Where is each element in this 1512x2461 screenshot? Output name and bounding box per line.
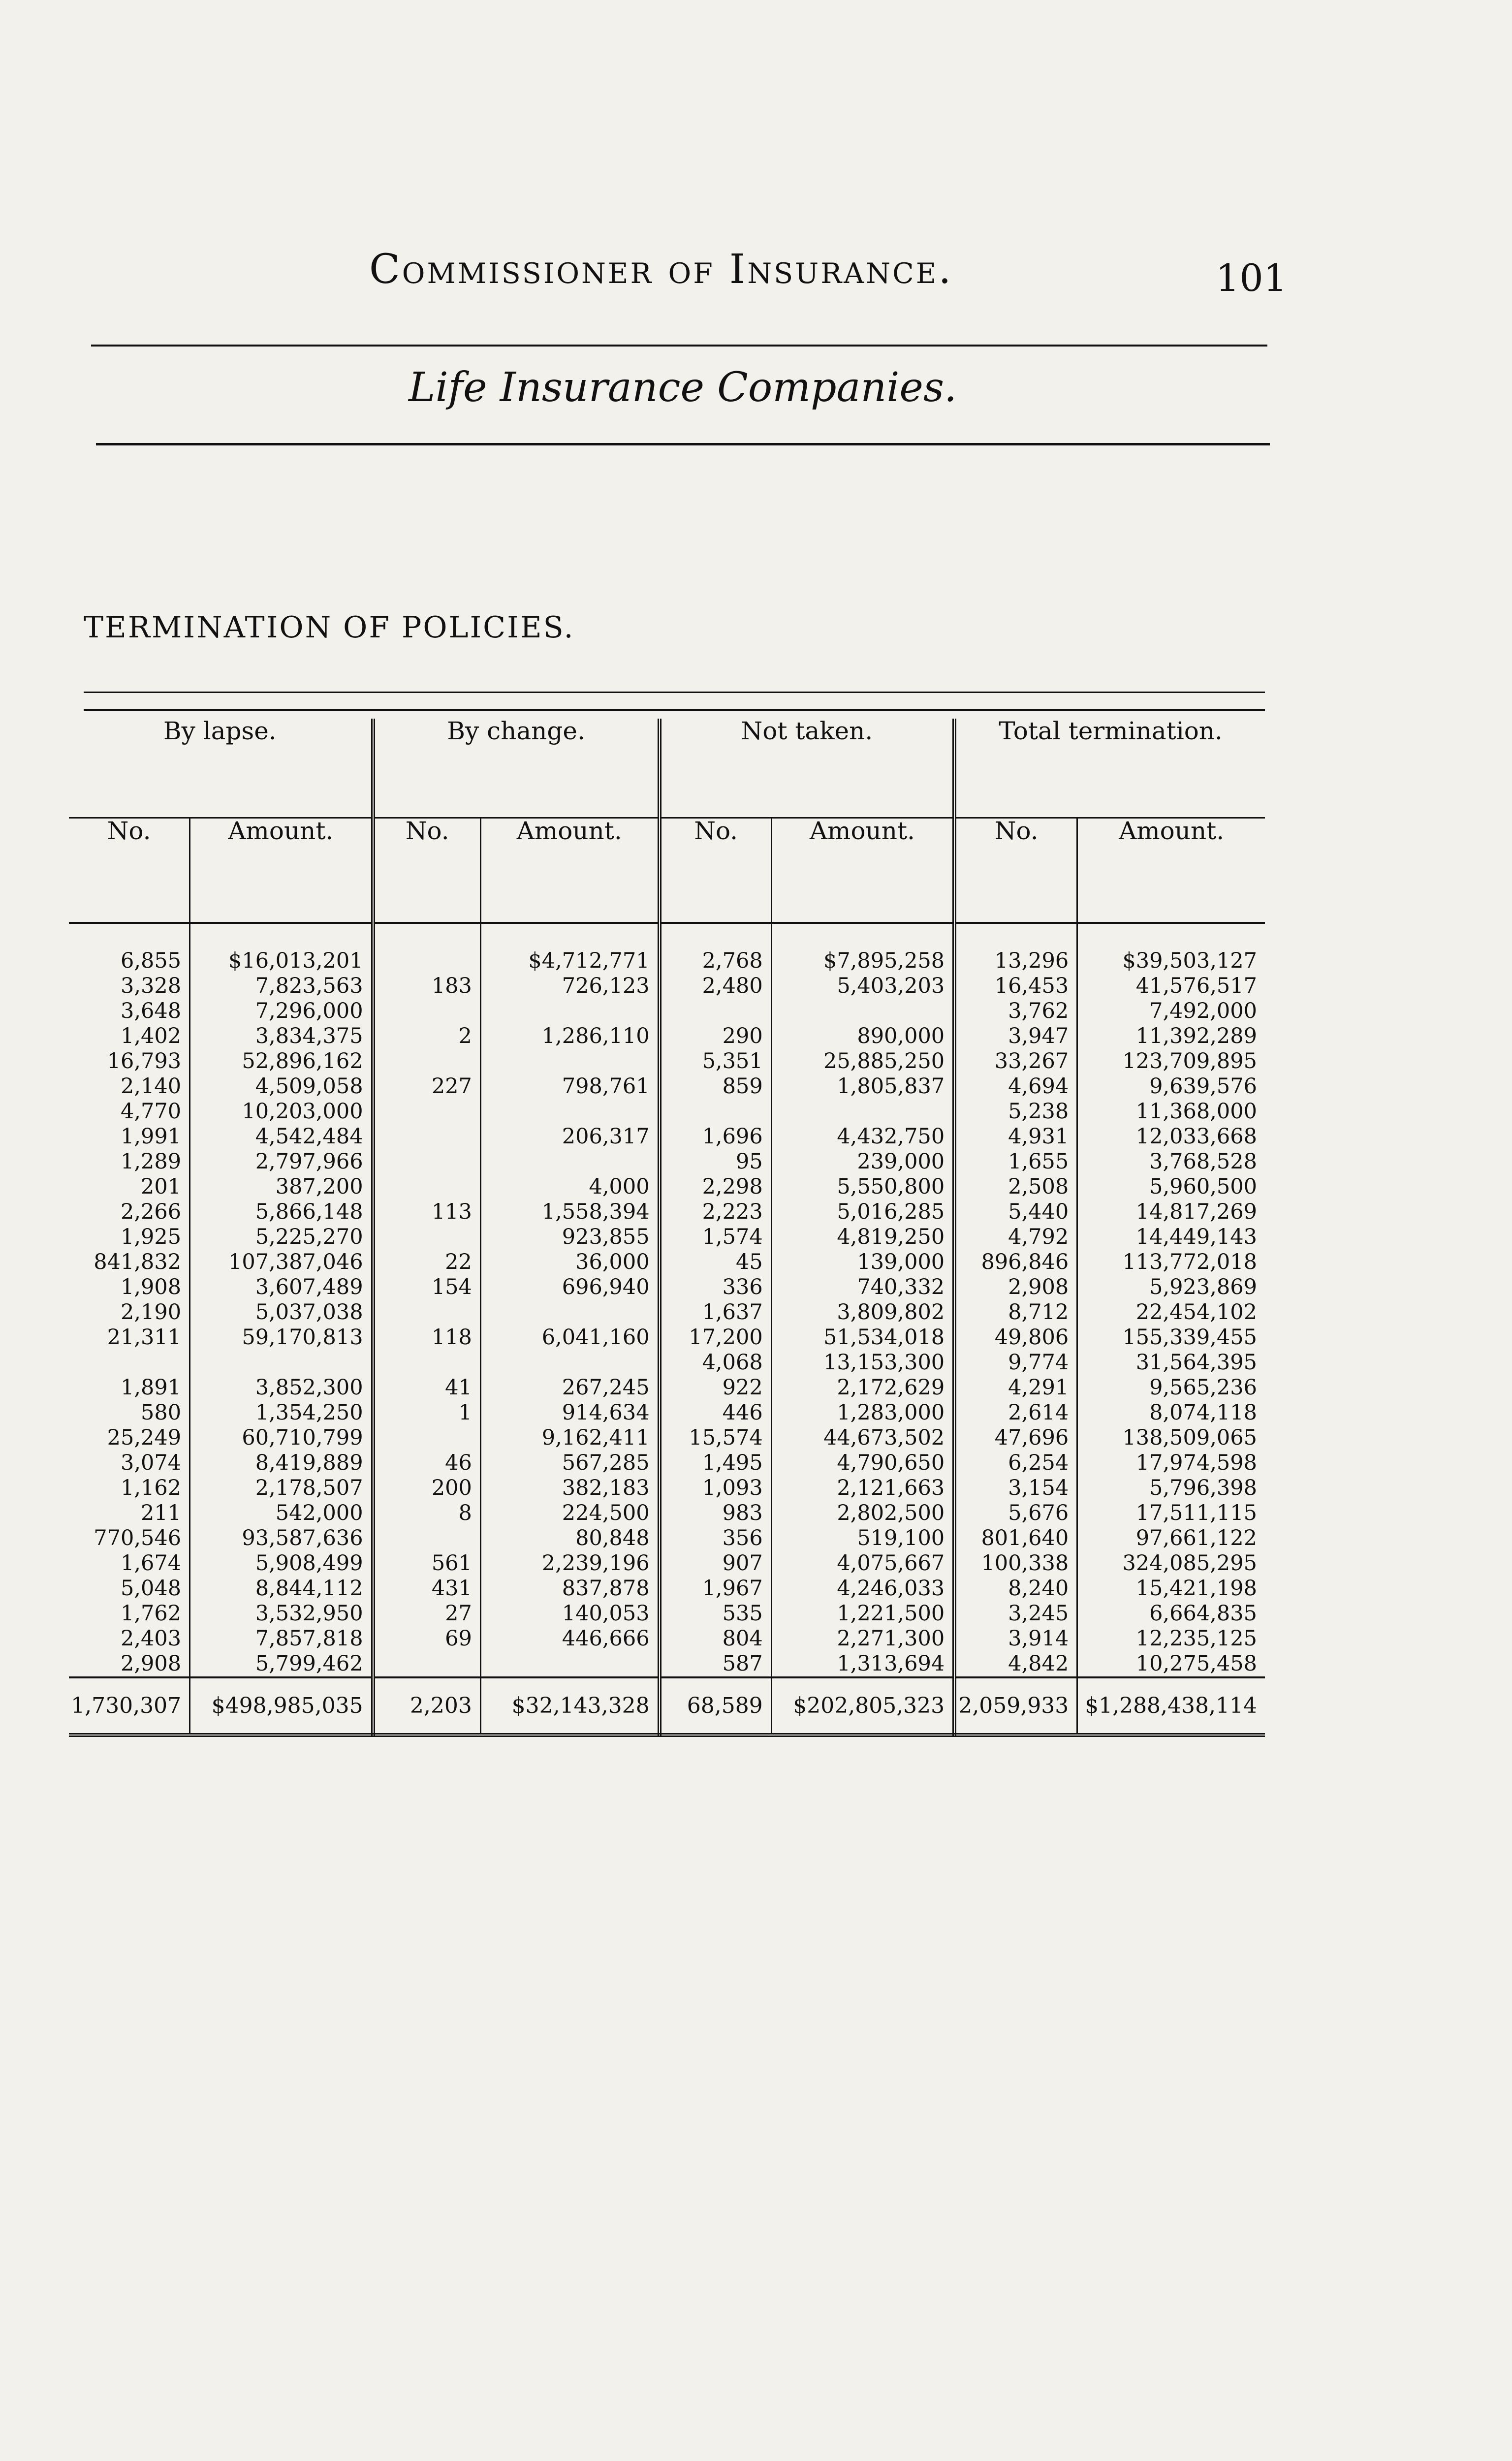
table-cell: 7,823,563 xyxy=(190,974,373,999)
table-cell: 9,565,236 xyxy=(1149,1375,1257,1400)
table-cell xyxy=(373,1149,481,1174)
table-cell: 7,857,818 xyxy=(190,1626,373,1651)
table-cell: 69 xyxy=(373,1626,481,1651)
table-cell: 696,940 xyxy=(480,1275,659,1300)
table-cell: 740,332 xyxy=(771,1275,954,1300)
page-number: 101 xyxy=(1216,256,1288,300)
table-cell: 841,832 xyxy=(69,1250,190,1275)
table-row xyxy=(69,1199,1265,1225)
table-cell: 2,480 xyxy=(660,974,772,999)
table-cell xyxy=(480,999,659,1024)
table-cell: 22,454,102 xyxy=(1135,1300,1257,1325)
table-cell: 51,534,018 xyxy=(771,1325,954,1350)
table-row xyxy=(69,1501,1265,1526)
table-cell xyxy=(69,1350,190,1375)
table-cell: 8,240 xyxy=(954,1576,1077,1601)
table-cell: 5,048 xyxy=(69,1576,190,1601)
table-cell: 431 xyxy=(373,1576,481,1601)
table-cell: 446 xyxy=(660,1400,772,1425)
table-cell: 4,068 xyxy=(660,1350,772,1375)
table-cell xyxy=(480,1149,659,1174)
table-cell: 9,774 xyxy=(954,1350,1077,1375)
table-cell: 211 xyxy=(69,1501,190,1526)
table-cell: 907 xyxy=(660,1551,772,1576)
table-row xyxy=(69,1074,1265,1099)
table-cell: 2,140 xyxy=(69,1074,190,1099)
table-cell: 3,768,528 xyxy=(1149,1149,1257,1174)
column-header-no: No. xyxy=(954,818,1077,923)
table-cell: 206,317 xyxy=(480,1124,659,1149)
table-cell: 5,866,148 xyxy=(190,1199,373,1225)
table-cell: 113,772,018 xyxy=(1122,1250,1257,1274)
group-header-total: Total termination. xyxy=(954,719,1265,818)
table-row xyxy=(69,1576,1265,1601)
table-cell: 542,000 xyxy=(190,1501,373,1526)
total-cell: 1,730,307 xyxy=(69,1677,190,1735)
total-cell: 2,203 xyxy=(373,1677,481,1735)
table-cell xyxy=(373,1300,481,1325)
column-header-amount: Amount. xyxy=(1077,818,1265,923)
table-cell: 2,797,966 xyxy=(190,1149,373,1174)
table-cell: 8,419,889 xyxy=(190,1451,373,1476)
table-cell: 1,925 xyxy=(69,1225,190,1250)
table-cell: 3,328 xyxy=(69,974,190,999)
table-cell: 27 xyxy=(373,1601,481,1626)
table-row xyxy=(69,1250,1265,1275)
table-row xyxy=(69,1425,1265,1451)
table-cell: 227 xyxy=(373,1074,481,1099)
table-cell: 5,908,499 xyxy=(190,1551,373,1576)
table-cell: 47,696 xyxy=(954,1425,1077,1451)
table-cell: 6,855 xyxy=(69,948,190,974)
table-cell: 8,844,112 xyxy=(190,1576,373,1601)
table-cell: 1,313,694 xyxy=(771,1651,954,1677)
table-cell: 3,914 xyxy=(954,1626,1077,1651)
table-cell xyxy=(373,1174,481,1199)
table-cell: 100,338 xyxy=(954,1551,1077,1576)
table-cell xyxy=(190,1350,373,1375)
column-header-amount: Amount. xyxy=(771,818,954,923)
table-cell: 4,790,650 xyxy=(771,1451,954,1476)
table-cell: 239,000 xyxy=(771,1149,954,1174)
table-cell: 1,805,837 xyxy=(771,1074,954,1099)
table-cell: 5,403,203 xyxy=(771,974,954,999)
table-cell: 183 xyxy=(373,974,481,999)
table-cell: 15,421,198 xyxy=(1135,1576,1257,1601)
table-cell: 3,607,489 xyxy=(190,1275,373,1300)
table-cell: 155,339,455 xyxy=(1122,1325,1257,1350)
table-cell: 41,576,517 xyxy=(1135,974,1257,998)
table-cell: 3,852,300 xyxy=(190,1375,373,1400)
table-cell: 2,178,507 xyxy=(190,1476,373,1501)
table-cell: 3,947 xyxy=(954,1024,1077,1049)
table-cell: 2,802,500 xyxy=(771,1501,954,1526)
totals-row xyxy=(69,1677,1265,1735)
table-cell: 5,016,285 xyxy=(771,1199,954,1225)
column-header-no: No. xyxy=(373,818,481,923)
group-header-lapse: By lapse. xyxy=(69,719,373,818)
table-cell xyxy=(373,1526,481,1551)
table-cell: 3,834,375 xyxy=(190,1024,373,1049)
table-cell: 5,440 xyxy=(954,1199,1077,1225)
table-cell: 2 xyxy=(373,1024,481,1049)
table-cell: 914,634 xyxy=(480,1400,659,1425)
table-cell: 11,368,000 xyxy=(1135,1099,1257,1124)
table-cell: 4,246,033 xyxy=(771,1576,954,1601)
table-cell: 837,878 xyxy=(480,1576,659,1601)
total-cell: $498,985,035 xyxy=(190,1677,373,1735)
table-cell: 4,509,058 xyxy=(190,1074,373,1099)
table-row xyxy=(69,1225,1265,1250)
table-cell: 97,661,122 xyxy=(1135,1526,1257,1550)
table-cell: 3,809,802 xyxy=(771,1300,954,1325)
table-cell: 3,532,950 xyxy=(190,1601,373,1626)
table-cell: $39,503,127 xyxy=(1122,948,1257,973)
table-cell: 1,637 xyxy=(660,1300,772,1325)
table-cell: 1,093 xyxy=(660,1476,772,1501)
table-cell xyxy=(480,1300,659,1325)
table-cell: 5,676 xyxy=(954,1501,1077,1526)
table-cell: 3,762 xyxy=(954,999,1077,1024)
table-cell: 446,666 xyxy=(480,1626,659,1651)
table-cell: 1,908 xyxy=(69,1275,190,1300)
table-cell: 16,793 xyxy=(69,1049,190,1074)
table-cell: 49,806 xyxy=(954,1325,1077,1350)
table-cell: 2,271,300 xyxy=(771,1626,954,1651)
table-cell: 45 xyxy=(660,1250,772,1275)
table-cell: 804 xyxy=(660,1626,772,1651)
table-cell: 1,674 xyxy=(69,1551,190,1576)
table-cell: 4,770 xyxy=(69,1099,190,1124)
table-cell xyxy=(480,1350,659,1375)
table-cell: 41 xyxy=(373,1375,481,1400)
table-cell: 8,074,118 xyxy=(1149,1400,1257,1425)
table-cell: 59,170,813 xyxy=(190,1325,373,1350)
table-cell xyxy=(660,1099,772,1124)
table-cell: 3,648 xyxy=(69,999,190,1024)
column-header-amount: Amount. xyxy=(190,818,373,923)
table-cell: 5,351 xyxy=(660,1049,772,1074)
table-cell: 2,768 xyxy=(660,948,772,974)
total-cell: 68,589 xyxy=(660,1677,772,1735)
table-cell: 14,817,269 xyxy=(1135,1199,1257,1224)
running-head: Commissioner of Insurance. xyxy=(369,246,953,293)
table-row xyxy=(69,1601,1265,1626)
table-cell xyxy=(373,948,481,974)
table-cell: 1,991 xyxy=(69,1124,190,1149)
table-cell xyxy=(373,1049,481,1074)
table-cell: 21,311 xyxy=(69,1325,190,1350)
table-cell: $4,712,771 xyxy=(480,948,659,974)
table-cell: 561 xyxy=(373,1551,481,1576)
table-cell: 11,392,289 xyxy=(1135,1024,1257,1048)
table-cell xyxy=(771,999,954,1024)
table-cell: 3,074 xyxy=(69,1451,190,1476)
table-cell: 4,075,667 xyxy=(771,1551,954,1576)
table-cell: 52,896,162 xyxy=(190,1049,373,1074)
table-row xyxy=(69,1400,1265,1425)
table-cell: 5,037,038 xyxy=(190,1300,373,1325)
table-row xyxy=(69,1626,1265,1651)
table-cell: 4,542,484 xyxy=(190,1124,373,1149)
table-cell: 1,402 xyxy=(69,1024,190,1049)
table-cell: 387,200 xyxy=(190,1174,373,1199)
table-cell: 9,162,411 xyxy=(480,1425,659,1451)
table-cell: 922 xyxy=(660,1375,772,1400)
table-cell: 2,403 xyxy=(69,1626,190,1651)
table-cell: 4,694 xyxy=(954,1074,1077,1099)
table-cell: 1 xyxy=(373,1400,481,1425)
table-row xyxy=(69,1174,1265,1199)
table-cell: 139,000 xyxy=(771,1250,954,1275)
table-cell: 896,846 xyxy=(954,1250,1077,1275)
table-cell: 5,799,462 xyxy=(190,1651,373,1677)
table-cell: 15,574 xyxy=(660,1425,772,1451)
table-cell xyxy=(373,999,481,1024)
table-cell: 224,500 xyxy=(480,1501,659,1526)
table-cell: 290 xyxy=(660,1024,772,1049)
table-cell: 4,291 xyxy=(954,1375,1077,1400)
table-row xyxy=(69,974,1265,999)
table-cell xyxy=(373,1099,481,1124)
table-cell: 1,655 xyxy=(954,1149,1077,1174)
table-cell xyxy=(373,1225,481,1250)
total-cell: $202,805,323 xyxy=(771,1677,954,1735)
table-cell: 10,275,458 xyxy=(1135,1651,1257,1676)
table-cell xyxy=(771,1099,954,1124)
table-cell: 1,967 xyxy=(660,1576,772,1601)
table-cell: 200 xyxy=(373,1476,481,1501)
total-cell: $32,143,328 xyxy=(480,1677,659,1735)
table-cell xyxy=(373,1350,481,1375)
table-cell: 17,974,598 xyxy=(1135,1451,1257,1475)
table-cell: 587 xyxy=(660,1651,772,1677)
header-rule-bottom xyxy=(96,443,1270,445)
table-cell: 770,546 xyxy=(69,1526,190,1551)
table-cell: 12,235,125 xyxy=(1135,1626,1257,1651)
table-cell: 46 xyxy=(373,1451,481,1476)
table-cell xyxy=(660,999,772,1024)
table-cell: 5,960,500 xyxy=(1149,1174,1257,1199)
table-cell xyxy=(373,1124,481,1149)
table-cell: 13,153,300 xyxy=(771,1350,954,1375)
table-cell: 923,855 xyxy=(480,1225,659,1250)
table-cell: 2,508 xyxy=(954,1174,1077,1199)
table-row xyxy=(69,1049,1265,1074)
table-cell: 1,696 xyxy=(660,1124,772,1149)
table-row xyxy=(69,1325,1265,1350)
column-header-no: No. xyxy=(69,818,190,923)
table-cell: 13,296 xyxy=(954,948,1077,974)
column-header-no: No. xyxy=(660,818,772,923)
table-cell: 1,495 xyxy=(660,1451,772,1476)
table-cell: 2,172,629 xyxy=(771,1375,954,1400)
table-cell: 107,387,046 xyxy=(190,1250,373,1275)
table-cell: 4,792 xyxy=(954,1225,1077,1250)
table-cell: 14,449,143 xyxy=(1135,1225,1257,1249)
table-cell: 5,550,800 xyxy=(771,1174,954,1199)
table-cell: 1,574 xyxy=(660,1225,772,1250)
table-cell: 2,266 xyxy=(69,1199,190,1225)
table-row xyxy=(69,1024,1265,1049)
table-cell: $7,895,258 xyxy=(771,948,954,974)
table-cell: 1,286,110 xyxy=(480,1024,659,1049)
table-cell: 17,511,115 xyxy=(1135,1501,1257,1525)
table-cell: 890,000 xyxy=(771,1024,954,1049)
table-cell: 1,283,000 xyxy=(771,1400,954,1425)
table-cell: 1,891 xyxy=(69,1375,190,1400)
table-cell: 33,267 xyxy=(954,1049,1077,1074)
table-cell: 25,885,250 xyxy=(771,1049,954,1074)
table-cell: 1,558,394 xyxy=(480,1199,659,1225)
table-cell: 118 xyxy=(373,1325,481,1350)
table-cell: 798,761 xyxy=(480,1074,659,1099)
table-cell: 2,121,663 xyxy=(771,1476,954,1501)
table-cell: 1,762 xyxy=(69,1601,190,1626)
table-cell: 60,710,799 xyxy=(190,1425,373,1451)
table-cell: 2,298 xyxy=(660,1174,772,1199)
table-row xyxy=(69,1551,1265,1576)
table-cell: 519,100 xyxy=(771,1526,954,1551)
table-row xyxy=(69,1651,1265,1677)
table-body xyxy=(69,948,1265,1677)
table-cell: 4,842 xyxy=(954,1651,1077,1677)
table-cell: 138,509,065 xyxy=(1122,1425,1257,1450)
table-cell: 324,085,295 xyxy=(1122,1551,1257,1576)
table-cell: 17,200 xyxy=(660,1325,772,1350)
table-row xyxy=(69,1275,1265,1300)
table-cell: 95 xyxy=(660,1149,772,1174)
table-cell: 113 xyxy=(373,1199,481,1225)
table-cell: 6,041,160 xyxy=(480,1325,659,1350)
table-row xyxy=(69,1476,1265,1501)
page-subtitle: Life Insurance Companies. xyxy=(409,364,957,411)
table-cell: 2,223 xyxy=(660,1199,772,1225)
table-cell: 3,154 xyxy=(954,1476,1077,1501)
total-cell: $1,288,438,114 xyxy=(1077,1677,1265,1735)
table-cell: 4,000 xyxy=(480,1174,659,1199)
table-cell: 4,432,750 xyxy=(771,1124,954,1149)
table-rule-top xyxy=(84,692,1265,693)
table-row xyxy=(69,1099,1265,1124)
table-cell xyxy=(373,1651,481,1677)
table-cell: 580 xyxy=(69,1400,190,1425)
table-row xyxy=(69,999,1265,1024)
table-cell: 5,238 xyxy=(954,1099,1077,1124)
table-cell xyxy=(373,1425,481,1451)
table-row xyxy=(69,1300,1265,1325)
table-cell: 2,908 xyxy=(69,1651,190,1677)
table-cell: 12,033,668 xyxy=(1135,1124,1257,1149)
group-header-not-taken: Not taken. xyxy=(660,719,955,818)
table-cell: 8,712 xyxy=(954,1300,1077,1325)
table-row xyxy=(69,1451,1265,1476)
table-cell: 123,709,895 xyxy=(1122,1049,1257,1073)
table-cell: 1,354,250 xyxy=(190,1400,373,1425)
table-cell xyxy=(480,1049,659,1074)
table-cell: 201 xyxy=(69,1174,190,1199)
table-cell: 25,249 xyxy=(69,1425,190,1451)
table-cell: 7,296,000 xyxy=(190,999,373,1024)
header-rule-top xyxy=(91,345,1267,347)
table-cell: 983 xyxy=(660,1501,772,1526)
table-cell: 2,239,196 xyxy=(480,1551,659,1576)
table-cell: 726,123 xyxy=(480,974,659,999)
table-cell: 1,289 xyxy=(69,1149,190,1174)
termination-table xyxy=(69,719,1265,1737)
table-cell: 8 xyxy=(373,1501,481,1526)
table-cell: 5,923,869 xyxy=(1149,1275,1257,1299)
table-row xyxy=(69,948,1265,974)
table-cell: 2,908 xyxy=(954,1275,1077,1300)
table-cell: 3,245 xyxy=(954,1601,1077,1626)
table-cell: 336 xyxy=(660,1275,772,1300)
table-row xyxy=(69,1124,1265,1149)
table-cell: 16,453 xyxy=(954,974,1077,999)
table-cell: 2,614 xyxy=(954,1400,1077,1425)
table-cell: 1,221,500 xyxy=(771,1601,954,1626)
table-cell: 6,664,835 xyxy=(1149,1601,1257,1626)
table-cell: 382,183 xyxy=(480,1476,659,1501)
table-cell: 859 xyxy=(660,1074,772,1099)
table-cell xyxy=(480,1651,659,1677)
table-rule-top-2 xyxy=(84,709,1265,711)
table-cell: 2,190 xyxy=(69,1300,190,1325)
table-cell: 535 xyxy=(660,1601,772,1626)
table-cell: 80,848 xyxy=(480,1526,659,1551)
table-cell: 4,819,250 xyxy=(771,1225,954,1250)
table-cell: 140,053 xyxy=(480,1601,659,1626)
table-cell: 801,640 xyxy=(954,1526,1077,1551)
table-cell: 7,492,000 xyxy=(1149,999,1257,1023)
table-cell: 4,931 xyxy=(954,1124,1077,1149)
table-cell xyxy=(480,1099,659,1124)
table-cell: $16,013,201 xyxy=(190,948,373,974)
table-cell: 22 xyxy=(373,1250,481,1275)
group-header-change: By change. xyxy=(373,719,660,818)
table-cell: 31,564,395 xyxy=(1135,1350,1257,1375)
column-header-amount: Amount. xyxy=(480,818,659,923)
table-cell: 567,285 xyxy=(480,1451,659,1476)
table-cell: 44,673,502 xyxy=(771,1425,954,1451)
table-row xyxy=(69,1526,1265,1551)
table-cell: 10,203,000 xyxy=(190,1099,373,1124)
table-cell: 9,639,576 xyxy=(1149,1074,1257,1099)
table-row xyxy=(69,1375,1265,1400)
table-cell: 356 xyxy=(660,1526,772,1551)
table-cell: 1,162 xyxy=(69,1476,190,1501)
table-cell: 93,587,636 xyxy=(190,1526,373,1551)
table-cell: 267,245 xyxy=(480,1375,659,1400)
table-cell: 6,254 xyxy=(954,1451,1077,1476)
table-row xyxy=(69,1149,1265,1174)
table-cell: 36,000 xyxy=(480,1250,659,1275)
table-cell: 154 xyxy=(373,1275,481,1300)
table-row xyxy=(69,1350,1265,1375)
table-cell: 5,796,398 xyxy=(1149,1476,1257,1500)
table-cell: 5,225,270 xyxy=(190,1225,373,1250)
section-title: TERMINATION OF POLICIES. xyxy=(84,610,575,645)
total-cell: 2,059,933 xyxy=(954,1677,1077,1735)
